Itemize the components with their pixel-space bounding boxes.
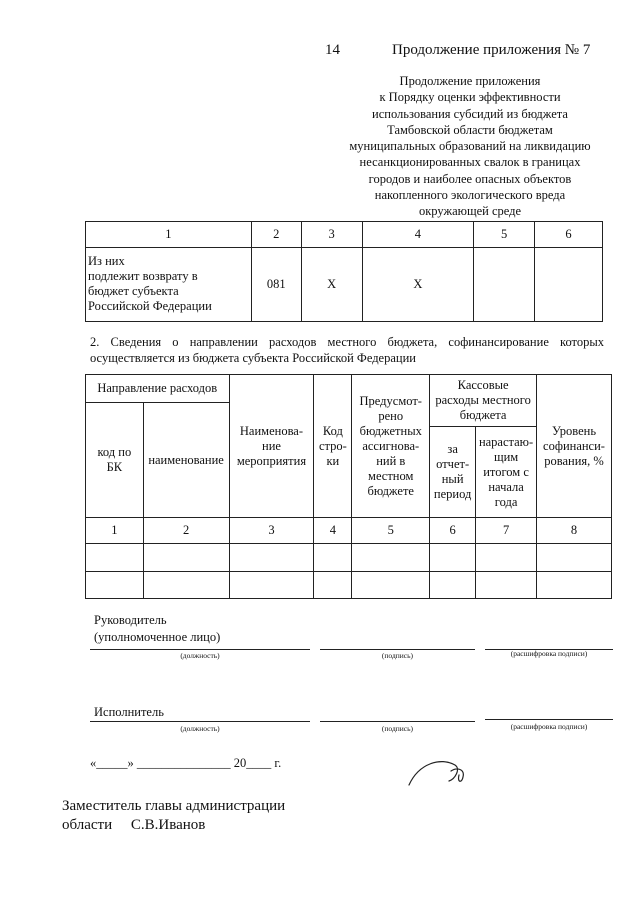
naim-header: наименование xyxy=(143,403,229,518)
head-label: Руководитель xyxy=(94,613,167,627)
annex-line: муниципальных образований на ликвидацию xyxy=(349,139,591,154)
col-number: 2 xyxy=(143,518,229,544)
return-table xyxy=(85,221,603,322)
level-header: Уровень софинанси- рования, % xyxy=(537,375,612,518)
table-row xyxy=(86,572,612,599)
annex-header xyxy=(330,73,610,220)
section-2-heading: 2. Сведения о направлении расходов местного бюджета, софинансирование которых осуществляется из бюджета субъекта Российской Федерации xyxy=(90,335,604,365)
annex-line: использования субсидий из бюджета xyxy=(372,106,568,121)
signature-line xyxy=(90,649,310,650)
event-header: Наименова- ние мероприятия xyxy=(229,375,314,518)
signature-caption: (подпись) xyxy=(381,724,414,733)
cumulative-header: нарастаю- щим итогом с начала года xyxy=(476,427,537,518)
table-cell xyxy=(535,248,603,322)
planned-header: Предусмот- рено бюджетных ассигнова- ний в местном бюджете xyxy=(352,375,430,518)
col-number: 6 xyxy=(430,518,476,544)
deputy-name: области С.В.Иванов xyxy=(62,817,206,833)
table-header-row xyxy=(86,222,603,248)
period-header: за отчет- ный период xyxy=(430,427,476,518)
col-number: 3 xyxy=(301,222,362,248)
col-number: 5 xyxy=(352,518,430,544)
table-row xyxy=(86,248,603,322)
col-number: 6 xyxy=(535,222,603,248)
budget-code: 081 xyxy=(251,248,301,322)
position-caption: (должность) xyxy=(180,651,220,660)
executor-label: Исполнитель xyxy=(94,705,164,719)
deputy-signature xyxy=(62,797,285,835)
table-header-row xyxy=(86,518,612,544)
continuation-header: Продолжение приложения № 7 xyxy=(392,42,591,58)
annex-line: окружающей среде xyxy=(418,204,522,219)
cash-header: Кассовые расходы местного бюджета xyxy=(430,375,537,427)
head-sublabel: (уполномоченное лицо) xyxy=(94,630,221,644)
col-number: 1 xyxy=(86,518,144,544)
col-number: 5 xyxy=(474,222,535,248)
decoding-caption: (расшифровка подписи) xyxy=(510,649,588,658)
annex-line: Тамбовской области бюджетам xyxy=(387,122,553,137)
col-number: 3 xyxy=(229,518,314,544)
annex-line: накопленного экологического вреда xyxy=(374,188,566,203)
date-line: «_____» _______________ 20____ г. xyxy=(90,756,282,770)
annex-line: городов и наиболее опасных объектов xyxy=(368,171,572,186)
col-number: 7 xyxy=(476,518,537,544)
cell-x: X xyxy=(301,248,362,322)
direction-header: Направление расходов xyxy=(86,375,230,403)
col-number: 2 xyxy=(251,222,301,248)
annex-line: Продолжение приложения xyxy=(399,74,541,88)
col-number: 8 xyxy=(537,518,612,544)
col-number: 4 xyxy=(362,222,474,248)
row-label: Из них подлежит возврату в бюджет субъекта Российской Федерации xyxy=(86,248,252,322)
signature-line xyxy=(485,719,613,720)
col-number: 4 xyxy=(314,518,352,544)
signature-line xyxy=(320,721,475,722)
annex-line: к Порядку оценки эффективности xyxy=(379,90,561,105)
deputy-title: Заместитель главы администрации xyxy=(62,798,286,814)
signature-line xyxy=(90,721,310,722)
decoding-caption: (расшифровка подписи) xyxy=(510,722,588,731)
position-caption: (должность) xyxy=(180,724,220,733)
signature-caption: (подпись) xyxy=(381,651,414,660)
col-number: 1 xyxy=(86,222,252,248)
page-number: 14 xyxy=(325,42,340,58)
table-cell xyxy=(474,248,535,322)
expenses-table xyxy=(85,374,612,599)
annex-line: несанкционированных свалок в границах xyxy=(359,155,581,170)
kod-bk-header: код по БК xyxy=(86,403,144,518)
signature-line xyxy=(320,649,475,650)
handwritten-signature xyxy=(405,757,475,789)
table-row xyxy=(86,544,612,572)
row-code-header: Код стро- ки xyxy=(314,375,352,518)
cell-x: X xyxy=(362,248,474,322)
